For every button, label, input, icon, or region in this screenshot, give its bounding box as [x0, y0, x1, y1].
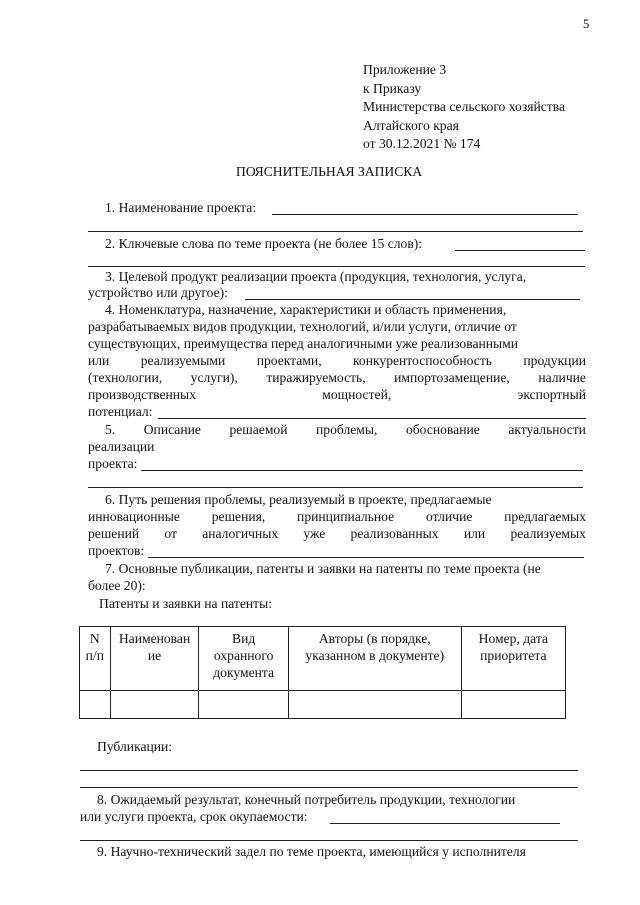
item-1-label: 1. Наименование проекта: [105, 200, 257, 215]
item-4-line: существующих, преимущества перед аналогичными уже реализованными [88, 336, 519, 351]
word: мощностей, [322, 387, 392, 402]
publications-label: Публикации: [97, 739, 173, 754]
appendix-line: к Приказу [363, 80, 422, 96]
header-line: N [89, 631, 100, 646]
item-4-line [88, 369, 586, 386]
patents-table [79, 626, 566, 719]
header-line: документа [213, 665, 275, 680]
word: 5. [105, 422, 116, 437]
word: решения, [211, 509, 266, 524]
word: тиражируемость, [266, 370, 366, 385]
table-header-number [80, 627, 111, 691]
word: проблемы, [316, 422, 378, 437]
word: или [88, 353, 110, 368]
item-3-line: 3. Целевой продукт реализации проекта (продукция, технология, услуга, [105, 269, 527, 284]
appendix-block [363, 61, 565, 154]
header-line: указанном в документе) [305, 648, 445, 663]
word: экспортный [517, 387, 586, 402]
word: (технологии, [88, 370, 163, 385]
patents-label: Патенты и заявки на патенты: [99, 596, 273, 611]
appendix-line: Алтайского края [363, 117, 459, 133]
appendix-line: от 30.12.2021 № 174 [363, 136, 481, 151]
word: инновационные [88, 509, 180, 524]
item-7-line: 7. Основные публикации, патенты и заявки на патенты по теме проекта (не [105, 561, 541, 576]
item-7-line: более 20): [88, 578, 146, 593]
item-4-fill-line [158, 418, 586, 419]
item-8-line: 8. Ожидаемый результат, конечный потребитель продукции, технологии [97, 792, 516, 807]
table-header-name [110, 627, 199, 691]
item-3-line: устройство или другое): [88, 285, 228, 300]
table-header-authors [288, 627, 461, 691]
item-1-fill-line [272, 214, 578, 215]
header-line: Номер, дата [478, 631, 548, 646]
item-2-label: 2. Ключевые слова по теме проекта (не более 15 слов): [105, 236, 423, 251]
header-line: Вид [232, 631, 256, 646]
table-cell [199, 691, 288, 719]
word: от [164, 526, 177, 541]
publications-fill-line [80, 770, 578, 771]
word: уже [303, 526, 326, 541]
item-5-fill-line [141, 470, 583, 471]
word: проектами, [256, 353, 322, 368]
item-6-line: 6. Путь решения проблемы, реализуемый в проекте, предлагаемые [105, 492, 492, 507]
item-4-line: 4. Номенклатура, назначение, характеристики и область применения, [105, 302, 507, 317]
table-cell [461, 691, 565, 719]
page-number: 5 [583, 17, 590, 31]
word: аналогичных [202, 526, 279, 541]
item-5-line: проекта: [88, 456, 138, 471]
word: отличие [425, 509, 473, 524]
item-9-line: 9. Научно-технический задел по теме проекта, имеющийся у исполнителя [97, 844, 526, 859]
item-2-fill-line [88, 266, 585, 267]
appendix-line: Министерства сельского хозяйства [363, 99, 565, 114]
header-line: приоритета [480, 648, 547, 663]
item-4-line [88, 386, 586, 403]
item-5-line [105, 421, 586, 438]
table-cell [80, 691, 111, 719]
header-line: Авторы (в порядке, [318, 631, 431, 646]
header-line: п/п [85, 648, 104, 663]
header-line: ие [147, 648, 162, 663]
word: наличие [538, 370, 586, 385]
word: реализуемыми [140, 353, 226, 368]
table-cell [110, 691, 199, 719]
table-header-row [80, 627, 566, 691]
item-8-fill-line [80, 840, 578, 841]
word: или [463, 526, 486, 541]
document-title: ПОЯСНИТЕЛЬНАЯ ЗАПИСКА [236, 164, 423, 179]
word: решений [88, 526, 140, 541]
appendix-line: Приложение 3 [363, 62, 447, 77]
item-4-line: потенциал: [88, 404, 153, 419]
word: реализуемых [510, 526, 586, 541]
item-2-fill-line [455, 250, 585, 251]
table-cell [288, 691, 461, 719]
item-8-line: или услуги проекта, срок окупаемости: [80, 809, 308, 824]
item-5-line: реализации [88, 439, 155, 454]
table-header-document-type [199, 627, 288, 691]
word: импортозамещение, [394, 370, 510, 385]
item-6-line [88, 525, 586, 542]
table-row [80, 691, 566, 719]
word: продукции [523, 353, 586, 368]
item-4-line [88, 352, 586, 369]
item-8-fill-line [330, 823, 560, 824]
word: производственных [88, 387, 196, 402]
word: актуальности [508, 422, 586, 437]
item-6-fill-line [148, 557, 584, 558]
header-line: Наименован [118, 631, 191, 646]
word: принципиальное [297, 509, 395, 524]
word: обоснование [405, 422, 480, 437]
item-4-line: разрабатываемых видов продукции, технологий, и/или услуги, отличие от [88, 319, 517, 334]
word: конкурентоспособность [353, 353, 492, 368]
item-5-fill-line [88, 487, 583, 488]
word: предлагаемых [504, 509, 586, 524]
item-6-line [88, 508, 586, 525]
table-header-number-date [461, 627, 565, 691]
item-1-fill-line [88, 231, 583, 232]
word: услуги), [190, 370, 238, 385]
item-3-fill-line [245, 299, 580, 300]
publications-fill-line [80, 787, 578, 788]
word: решаемой [229, 422, 288, 437]
item-6-line: проектов: [88, 543, 145, 558]
header-line: охранного [213, 648, 274, 663]
word: реализованных [350, 526, 439, 541]
word: Описание [143, 422, 201, 437]
